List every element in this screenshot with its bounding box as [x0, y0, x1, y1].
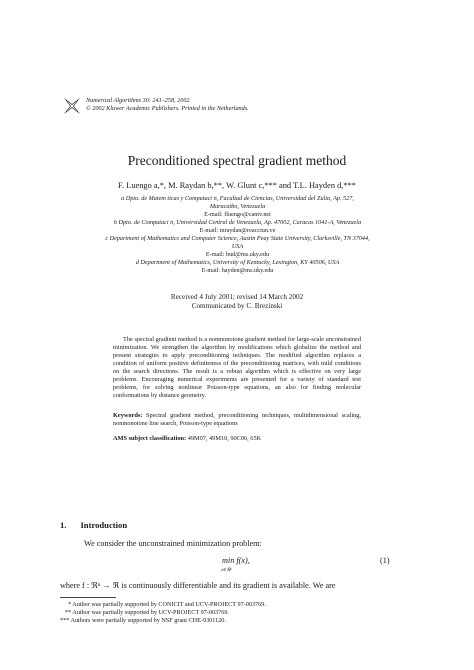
- equation-body: min f(x),: [222, 556, 250, 565]
- footnote-1: * Author was partially supported by CONICIT and UCV-PROJECT 97-003769.: [68, 601, 266, 608]
- affiliation-c: c Department of Mathematics and Computer Science, Austin Peay State University, Clarksville, TN 37044, USA E-mail: bud@ms.uky.edu: [60, 235, 415, 259]
- ams-classification: AMS subject classification: 49M07, 49M10, 90C06, 65K: [113, 435, 262, 442]
- publisher-line: © 2002 Kluwer Academic Publishers. Printed in the Netherlands.: [86, 105, 249, 112]
- affiliation-a: a Dpto. de Matem ticas y Computaci n, Facultad de Ciencias, Universidad del Zulia, Ap. 527, Maracaibo, Venezuela E-mail: fluengo@cantv.net: [60, 195, 415, 219]
- footnote-3: *** Authors were partially supported by NSF grant CHE-9301120.: [60, 617, 226, 624]
- email-a: E-mail: fluengo@cantv.net: [204, 210, 271, 218]
- affiliation-b: b Dpto. de Computaci n, Universidad Central de Venezuela, Ap. 47002, Caracas 1041-A, Venezuela E-mail: mraydan@reacciun.ve: [60, 219, 415, 235]
- section-heading: 1. Introduction: [60, 520, 128, 530]
- paper-title: Preconditioned spectral gradient method: [127, 153, 347, 168]
- affiliation-d: d Department of Mathematics, University of Kentucky, Lexington, KY 40506, USA E-mail: hayden@ms.uky.edu: [60, 259, 415, 275]
- equation-number: (1): [380, 556, 390, 565]
- abstract: The spectral gradient method is a nonmonotone gradient method for large-scale unconstrained minimization. We strengthen the algorithm by modifications which globalize the method and present strategies to apply preconditioning techniques. The modified algorithm replaces a condition of uniform positive definiteness of the preconditioning matrices, with mild conditions on the search directions. The result is a robust algorithm which is effective on very large problems. Encouraging numerical experiments are presented for a variety of standard test problems, for solving nonlinear Poisson-type equations, an also for finding molecular conformations by distance geometry.: [113, 336, 361, 399]
- email-c: E-mail: bud@ms.uky.edu: [205, 250, 270, 258]
- email-d: E-mail: hayden@ms.uky.edu: [201, 266, 274, 274]
- keywords: Keywords: Spectral gradient method, preconditioning techniques, multidimensional scaling, nonmonotone line search, Poisson-type equations: [113, 412, 361, 427]
- footnote-2: ** Author was partially supported by UCV-PROJECT 97-003769.: [65, 609, 229, 616]
- kluwer-logo: [62, 96, 82, 116]
- author-list: F. Luengo a,*, M. Raydan b,**, W. Glunt c,*** and T.L. Hayden d,***: [118, 181, 356, 190]
- equation-subscript: x∈ℜⁿ: [221, 567, 232, 572]
- body-text-line: where f : ℜⁿ → ℜ is continuously differentiable and its gradient is available. We are: [60, 581, 336, 590]
- communicated-by: Communicated by C. Brezinski: [191, 302, 283, 310]
- footnotes: [60, 601, 380, 625]
- journal-line: Numerical Algorithms 30: 241–258, 2002.: [86, 97, 192, 104]
- footnote-rule: [60, 597, 116, 598]
- email-b: E-mail: mraydan@reacciun.ve: [199, 226, 276, 234]
- intro-paragraph: We consider the unconstrained minimization problem:: [84, 539, 262, 548]
- received-dates: Received 4 July 2001; revised 14 March 2002: [170, 293, 304, 301]
